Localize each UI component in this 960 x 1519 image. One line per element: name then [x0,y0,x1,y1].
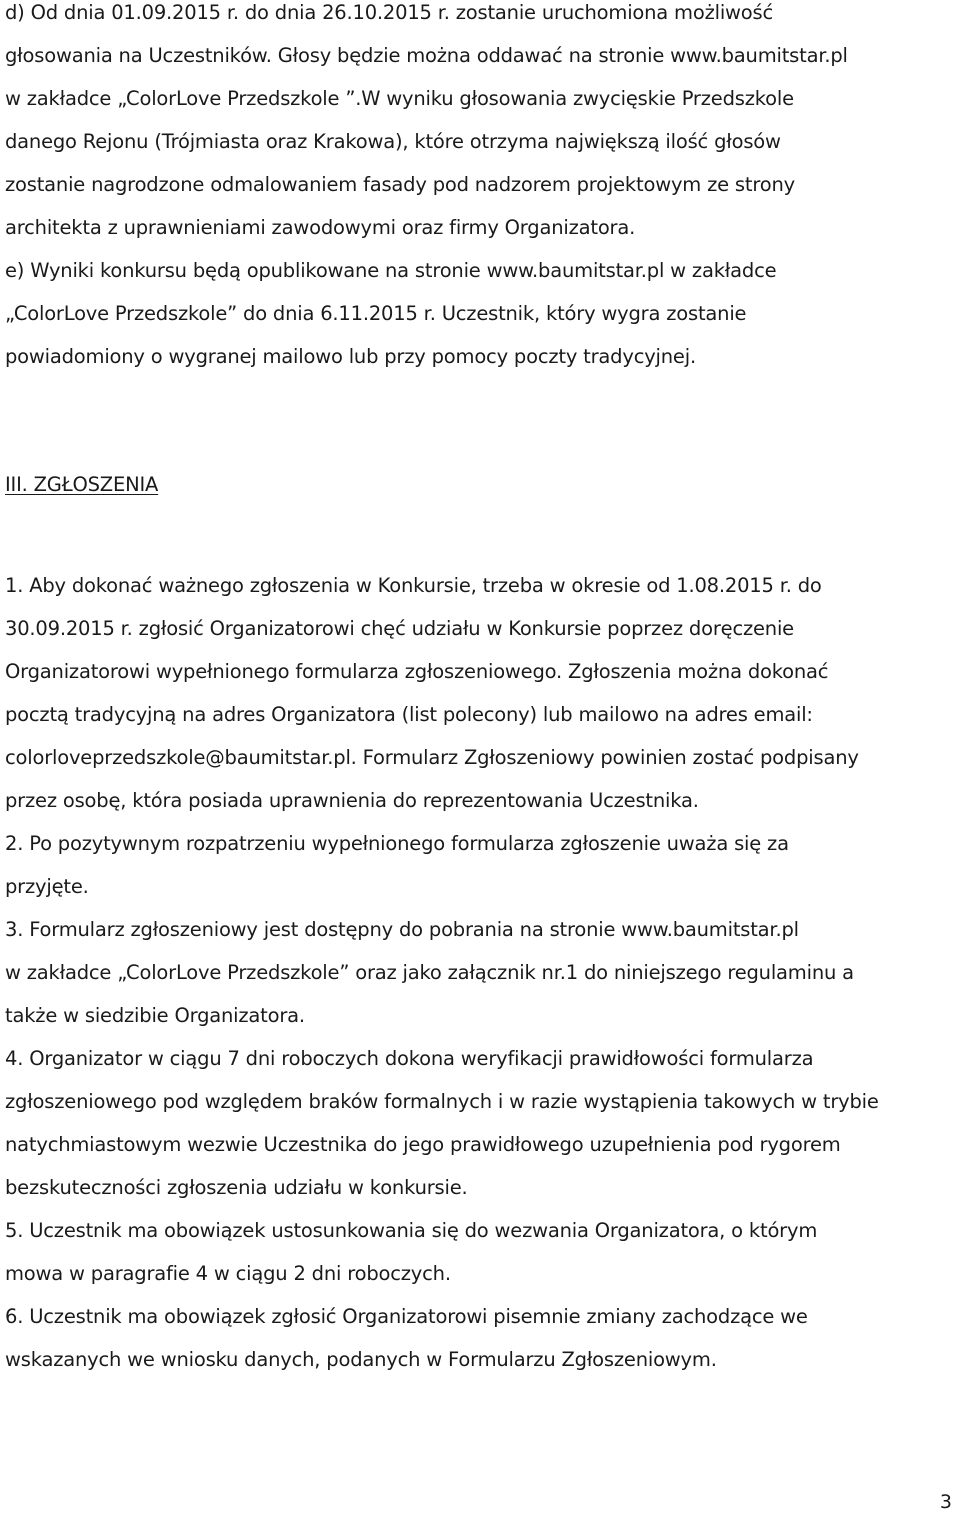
text-line: architekta z uprawnieniami zawodowymi oraz firmy Organizatora. [5,216,636,239]
section-heading: III. ZGŁOSZENIA [5,473,159,496]
text-line: powiadomiony o wygranej mailowo lub przy pomocy poczty tradycyjnej. [5,345,696,368]
text-line: 3. Formularz zgłoszeniowy jest dostępny do pobrania na stronie www.baumitstar.pl [5,918,799,941]
text-line: przez osobę, która posiada uprawnienia do reprezentowania Uczestnika. [5,789,699,812]
text-line: „ColorLove Przedszkole” do dnia 6.11.2015 r. Uczestnik, który wygra zostanie [5,302,747,325]
text-line: głosowania na Uczestników. Głosy będzie można oddawać na stronie www.baumitstar.pl [5,44,848,67]
text-line: natychmiastowym wezwie Uczestnika do jego prawidłowego uzupełnienia pod rygorem [5,1133,841,1156]
text-line: zostanie nagrodzone odmalowaniem fasady pod nadzorem projektowym ze strony [5,173,795,196]
text-line: w zakładce „ColorLove Przedszkole ”.W wyniku głosowania zwycięskie Przedszkole [5,87,794,110]
text-line: 4. Organizator w ciągu 7 dni roboczych dokona weryfikacji prawidłowości formularza [5,1047,814,1070]
text-line: przyjęte. [5,875,89,898]
text-line: 1. Aby dokonać ważnego zgłoszenia w Konkursie, trzeba w okresie od 1.08.2015 r. do [5,574,822,597]
text-line: wskazanych we wniosku danych, podanych w Formularzu Zgłoszeniowym. [5,1348,717,1371]
text-line: e) Wyniki konkursu będą opublikowane na stronie www.baumitstar.pl w zakładce [5,259,777,282]
text-line: bezskuteczności zgłoszenia udziału w konkursie. [5,1176,468,1199]
text-line: 2. Po pozytywnym rozpatrzeniu wypełnionego formularza zgłoszenie uważa się za [5,832,789,855]
text-line: colorloveprzedszkole@baumitstar.pl. Formularz Zgłoszeniowy powinien zostać podpisany [5,746,859,769]
text-line: pocztą tradycyjną na adres Organizatora (list polecony) lub mailowo na adres email: [5,703,813,726]
text-line: także w siedzibie Organizatora. [5,1004,305,1027]
text-line: 30.09.2015 r. zgłosić Organizatorowi chęć udziału w Konkursie poprzez doręczenie [5,617,794,640]
page-number: 3 [939,1491,952,1513]
text-line: mowa w paragrafie 4 w ciągu 2 dni roboczych. [5,1262,451,1285]
text-line: 5. Uczestnik ma obowiązek ustosunkowania się do wezwania Organizatora, o którym [5,1219,818,1242]
text-line: w zakładce „ColorLove Przedszkole” oraz jako załącznik nr.1 do niniejszego regulaminu a [5,961,854,984]
text-line: d) Od dnia 01.09.2015 r. do dnia 26.10.2015 r. zostanie uruchomiona możliwość [5,1,774,24]
text-line: zgłoszeniowego pod względem braków formalnych i w razie wystąpienia takowych w trybie [5,1090,879,1113]
text-line: Organizatorowi wypełnionego formularza zgłoszeniowego. Zgłoszenia można dokonać [5,660,829,683]
text-line: danego Rejonu (Trójmiasta oraz Krakowa), które otrzyma największą ilość głosów [5,130,781,153]
text-line: 6. Uczestnik ma obowiązek zgłosić Organizatorowi pisemnie zmiany zachodzące we [5,1305,808,1328]
